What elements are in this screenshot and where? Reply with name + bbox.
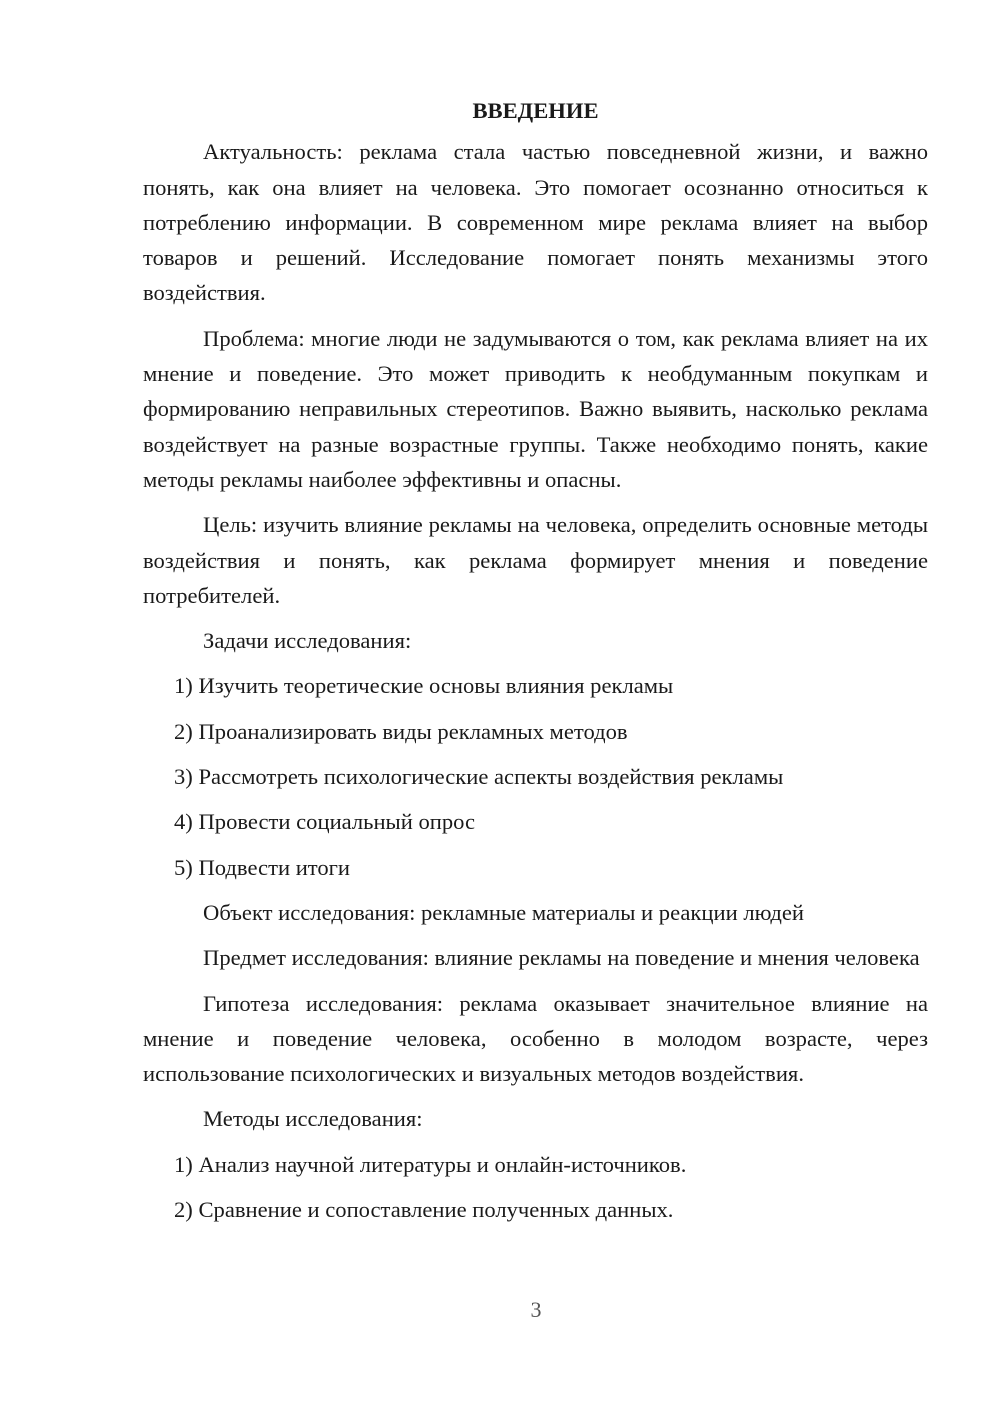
object-paragraph: Объект исследования: рекламные материалы и реакции людей	[203, 899, 804, 925]
page-heading: ВВЕДЕНИЕ	[472, 98, 599, 123]
tasks-title: Задачи исследования:	[203, 628, 412, 654]
method-item: 1) Анализ научной литературы и онлайн-источников.	[174, 1151, 687, 1177]
page-number: 3	[530, 1297, 542, 1322]
method-item: 2) Сравнение и сопоставление полученных данных.	[174, 1197, 674, 1223]
page-body	[143, 93, 928, 1237]
subject-paragraph: Предмет исследования: влияние рекламы на поведение и мнения человека	[203, 945, 920, 971]
tasks-list	[143, 668, 928, 884]
task-item: 4) Провести социальный опрос	[174, 809, 476, 835]
task-item: 2) Проанализировать виды рекламных методов	[174, 718, 628, 744]
task-item: 5) Подвести итоги	[174, 854, 351, 880]
task-item: 3) Рассмотреть психологические аспекты воздействия рекламы	[174, 764, 784, 790]
goal-paragraph: Цель: изучить влияние рекламы на человека, определить основные методы воздействия и понять, как реклама формирует мнения и поведение потребителей.	[143, 512, 928, 608]
relevance-paragraph: Актуальность: реклама стала частью повседневной жизни, и важно понять, как она влияет на человека. Это помогает осознанно относиться к потреблению информации. В современном мире реклама влияет на выбор товаров и решений. Исследование помогает понять механизмы этого воздействия.	[143, 139, 928, 306]
methods-list	[143, 1147, 928, 1228]
task-item: 1) Изучить теоретические основы влияния рекламы	[174, 673, 674, 699]
methods-title: Методы исследования:	[203, 1106, 423, 1132]
problem-paragraph: Проблема: многие люди не задумываются о том, как реклама влияет на их мнение и поведение. Это может приводить к необдуманным покупкам и формированию неправильных стереотипов. Важно выявить, насколько реклама воздействует на разные возрастные группы. Также необходимо понять, какие методы рекламы наиболее эффективны и опасны.	[143, 325, 928, 492]
hypothesis-paragraph: Гипотеза исследования: реклама оказывает значительное влияние на мнение и поведение человека, особенно в молодом возрасте, через использование психологических и визуальных методов воздействия.	[143, 990, 928, 1087]
